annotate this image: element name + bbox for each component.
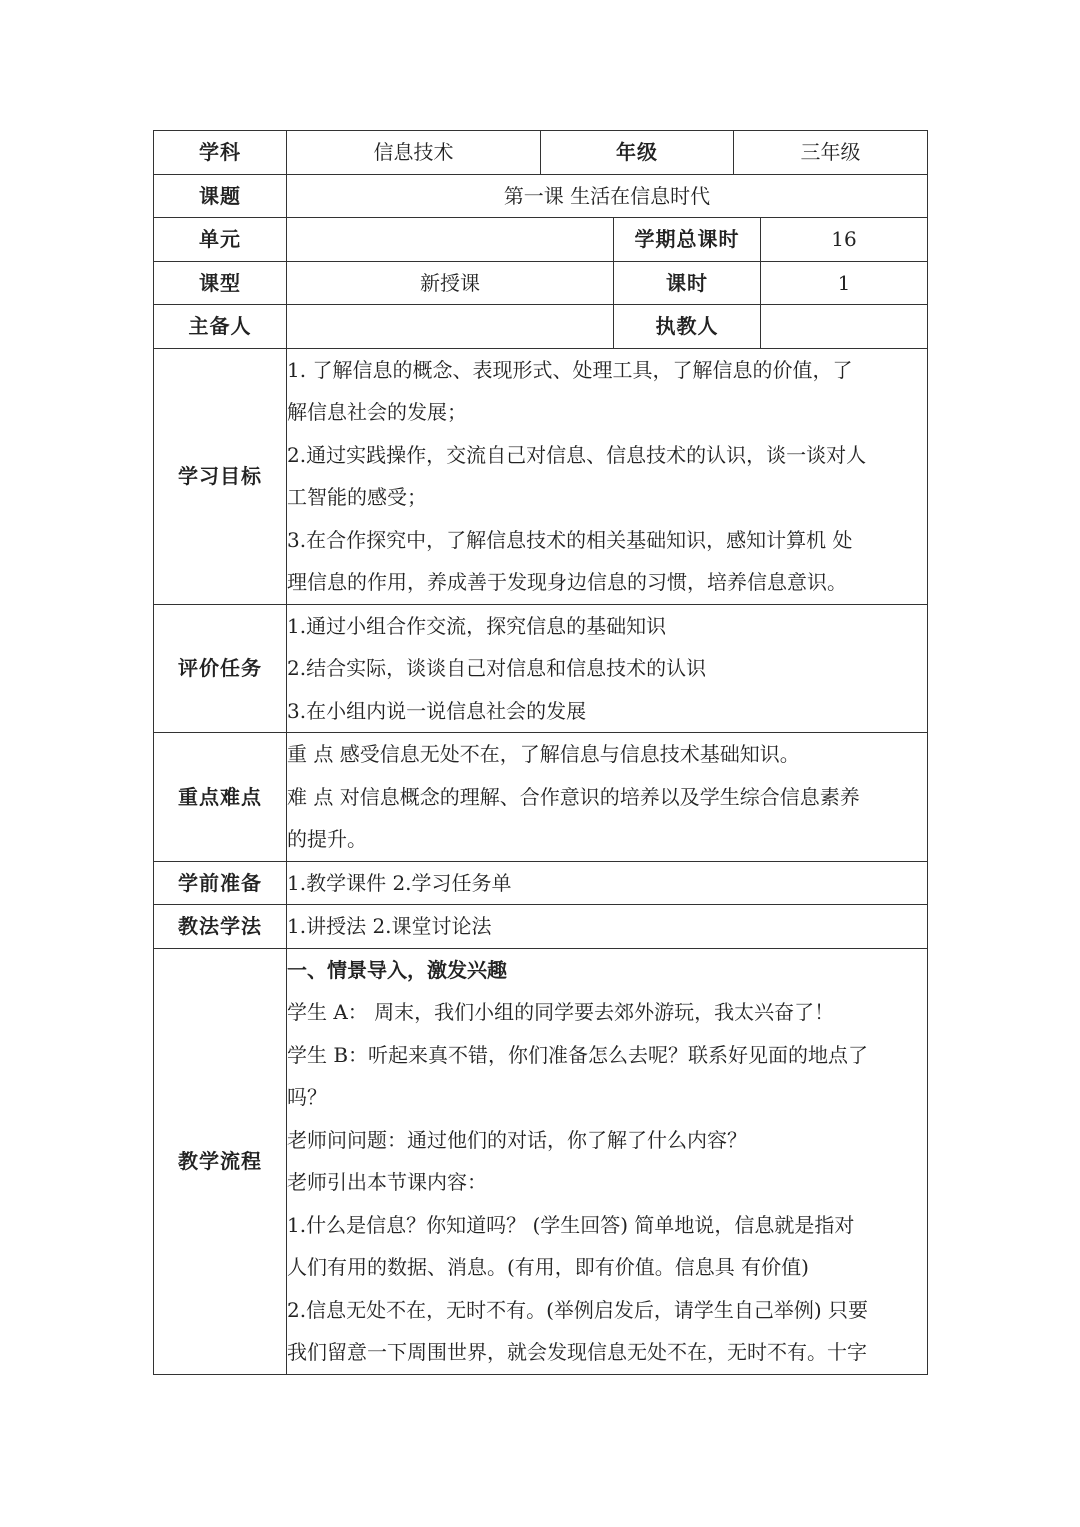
keypoints-content [287,733,928,862]
goals-label: 学习目标 [154,348,287,604]
type-value: 新授课 [287,261,614,305]
goals-line: 解信息社会的发展； [287,400,467,424]
goals-line: 工智能的感受； [287,485,427,509]
period-value: 1 [761,261,928,305]
process-line: 老师引出本节课内容： [287,1170,487,1194]
process-line: 老师问问题：通过他们的对话，你了解了什么内容？ [287,1127,747,1152]
teacher-value [761,305,928,349]
goals-line: 理信息的作用，养成善于发现身边信息的习惯，培养信息意识。 [287,570,847,594]
topic-label: 课题 [154,174,287,218]
evaluation-label: 评价任务 [154,604,287,733]
row-unit [154,218,928,262]
row-prep [154,861,928,905]
evaluation-line: 2.结合实际，谈谈自己对信息和信息技术的认识 [287,656,707,680]
goals-line: 3.在合作探究中，了解信息技术的相关基础知识，感知计算机 处 [287,527,853,552]
method-value: 1.讲授法 2.课堂讨论法 [287,905,928,949]
method-label: 教法学法 [154,905,287,949]
evaluation-line: 1.通过小组合作交流，探究信息的基础知识 [287,613,667,638]
evaluation-line: 3.在小组内说一说信息社会的发展 [287,698,587,723]
process-content [287,948,928,1374]
keypoints-line: 难 点 对信息概念的理解、合作意识的培养以及学生综合信息素养 [287,784,860,809]
prep-value: 1.教学课件 2.学习任务单 [287,861,928,905]
row-keypoints [154,733,928,862]
lesson-plan-table [153,130,928,1375]
total-hours-label: 学期总课时 [614,218,761,262]
process-line: 吗？ [287,1085,327,1109]
process-line: 1.什么是信息？你知道吗？ (学生回答) 简单地说，信息就是指对 [287,1212,855,1237]
subject-value: 信息技术 [287,131,541,175]
type-label: 课型 [154,261,287,305]
unit-label: 单元 [154,218,287,262]
topic-value: 第一课 生活在信息时代 [287,174,928,218]
period-label: 课时 [614,261,761,305]
goals-content [287,348,928,604]
goals-line: 1. 了解信息的概念、表现形式、处理工具，了解信息的价值，了 [287,357,853,382]
keypoints-label: 重点难点 [154,733,287,862]
process-line: 学生 B：听起来真不错，你们准备怎么去呢？联系好见面的地点了 [287,1042,869,1067]
row-topic [154,174,928,218]
evaluation-content [287,604,928,733]
process-line: 学生 A： 周末，我们小组的同学要去郊外游玩，我太兴奋了！ [287,1000,835,1024]
process-line: 2.信息无处不在，无时不有。(举例启发后，请学生自己举例) 只要 [287,1297,869,1322]
process-heading: 一、情景导入，激发兴趣 [287,957,507,982]
row-process [154,948,928,1374]
keypoints-line: 重 点 感受信息无处不在，了解信息与信息技术基础知识。 [287,742,800,766]
row-subject [154,131,928,175]
teacher-label: 执教人 [614,305,761,349]
total-hours-value: 16 [761,218,928,262]
row-type [154,261,928,305]
grade-value: 三年级 [734,131,928,175]
goals-line: 2.通过实践操作，交流自己对信息、信息技术的认识，谈一谈对人 [287,442,867,467]
process-line: 我们留意一下周围世界，就会发现信息无处不在，无时不有。十字 [287,1340,867,1364]
process-label: 教学流程 [154,948,287,1374]
row-preparer [154,305,928,349]
preparer-value [287,305,614,349]
row-evaluation [154,604,928,733]
grade-label: 年级 [541,131,734,175]
process-line: 人们有用的数据、消息。(有用，即有价值。信息具 有价值) [287,1255,809,1279]
preparer-label: 主备人 [154,305,287,349]
subject-label: 学科 [154,131,287,175]
row-method [154,905,928,949]
unit-value [287,218,614,262]
keypoints-line: 的提升。 [287,827,367,851]
row-goals [154,348,928,604]
prep-label: 学前准备 [154,861,287,905]
